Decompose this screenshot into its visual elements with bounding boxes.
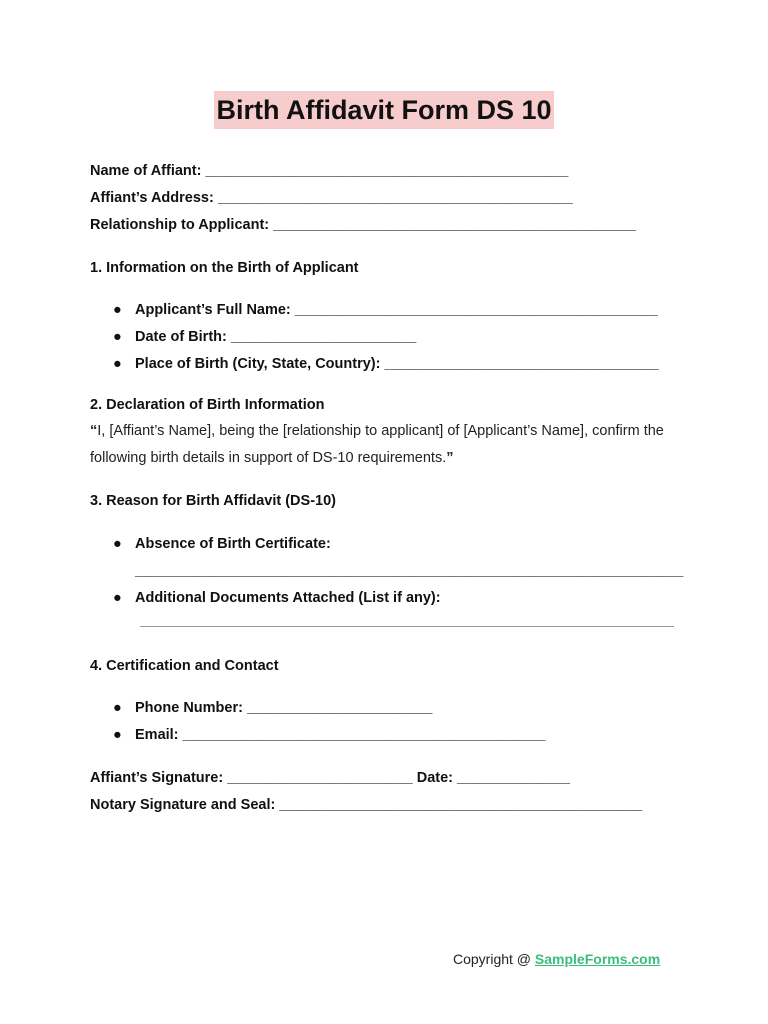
- additional-documents-label: Additional Documents Attached (List if any):: [135, 590, 441, 606]
- bullet-icon: ●: [113, 536, 122, 552]
- applicant-full-name-field: Applicant’s Full Name: _____________________________________________: [135, 302, 658, 318]
- affiant-address-field: Affiant’s Address: ____________________________________________: [90, 190, 573, 206]
- bullet-icon: ●: [113, 700, 122, 716]
- section2-heading: 2. Declaration of Birth Information: [90, 397, 325, 413]
- bullet-icon: ●: [113, 727, 122, 743]
- declaration-text: [90, 418, 680, 472]
- notary-signature-field: Notary Signature and Seal: _____________________________________________: [90, 797, 643, 813]
- page-title: Birth Affidavit Form DS 10: [214, 91, 553, 129]
- copyright-prefix: Copyright @: [453, 951, 535, 967]
- bullet-icon: ●: [113, 590, 122, 606]
- affiant-signature-date-field: Affiant’s Signature: _______________________ Date: ______________: [90, 770, 570, 786]
- relationship-field: Relationship to Applicant: _____________________________________________: [90, 217, 637, 233]
- bullet-icon: ●: [113, 302, 122, 318]
- close-quote: ”: [446, 450, 454, 466]
- section3-heading: 3. Reason for Birth Affidavit (DS-10): [90, 493, 336, 509]
- declaration-body: I, [Affiant’s Name], being the [relationship to applicant] of [Applicant’s Name], confirm the following birth details in support of DS-10 requirements.: [90, 423, 664, 466]
- section1-heading: 1. Information on the Birth of Applicant: [90, 260, 359, 276]
- title-container: [0, 91, 768, 129]
- place-of-birth-field: Place of Birth (City, State, Country): __________________________________: [135, 356, 659, 372]
- open-quote: “: [90, 423, 98, 439]
- email-field: Email: _____________________________________________: [135, 727, 546, 743]
- bullet-icon: ●: [113, 329, 122, 345]
- phone-number-field: Phone Number: _______________________: [135, 700, 433, 716]
- additional-documents-line: [140, 626, 674, 627]
- section4-heading: 4. Certification and Contact: [90, 658, 279, 674]
- copyright-footer: [453, 950, 660, 968]
- absence-of-birth-certificate-label: Absence of Birth Certificate:: [135, 536, 331, 552]
- sampleforms-link[interactable]: SampleForms.com: [534, 951, 661, 967]
- name-of-affiant-field: Name of Affiant: _____________________________________________: [90, 163, 569, 179]
- date-of-birth-field: Date of Birth: _______________________: [135, 329, 417, 345]
- bullet-icon: ●: [113, 356, 122, 372]
- absence-of-birth-certificate-line: ____________________________________________________________________: [135, 563, 684, 579]
